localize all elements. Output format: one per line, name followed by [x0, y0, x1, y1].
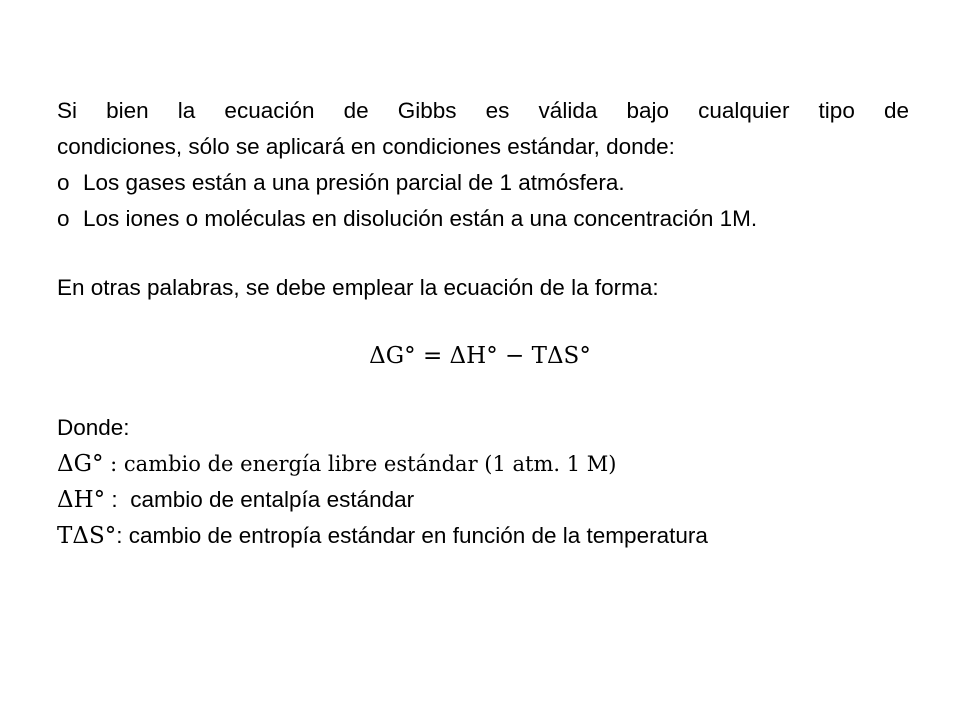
definition-text: cambio de entalpía estándar [130, 487, 415, 512]
bullet-item [57, 165, 625, 201]
definition-separator: : [116, 523, 129, 548]
definition-symbol: ΔH° [57, 487, 106, 513]
bullet-text: Los iones o moléculas en disolución están a una concentración 1M. [83, 206, 758, 231]
definition-text: cambio de energía libre estándar (1 atm. 1 M) [123, 452, 617, 476]
paragraph-line-2 [57, 129, 909, 165]
definition-row [57, 446, 909, 482]
bullet-item [57, 201, 757, 237]
donde-label [57, 410, 909, 446]
intro-text: En otras palabras, se debe emplear la ecuación de la forma: [57, 275, 659, 300]
definition-row [57, 518, 909, 554]
paragraph-text-1: Si bien la ecuación de Gibbs es válida bajo cualquier tipo de [57, 98, 909, 123]
bullet-marker: o [57, 170, 70, 195]
definition-separator: : [105, 487, 131, 512]
paragraph-text-2: condiciones, sólo se aplicará en condiciones estándar, donde: [57, 134, 675, 159]
paragraph-line-1 [57, 93, 909, 129]
equation-text: ΔG° = ΔH° − TΔS° [369, 343, 591, 369]
definition-row [57, 482, 909, 518]
bullet-marker: o [57, 206, 70, 231]
gibbs-equation [0, 338, 960, 374]
definition-text: cambio de entropía estándar en función de la temperatura [128, 523, 708, 548]
bullet-text: Los gases están a una presión parcial de 1 atmósfera. [83, 170, 625, 195]
definition-symbol: TΔS° [57, 523, 117, 549]
intro-line [57, 270, 909, 306]
definition-separator: : [103, 452, 124, 476]
definition-symbol: ΔG° [57, 451, 104, 477]
donde-text: Donde: [57, 415, 130, 440]
